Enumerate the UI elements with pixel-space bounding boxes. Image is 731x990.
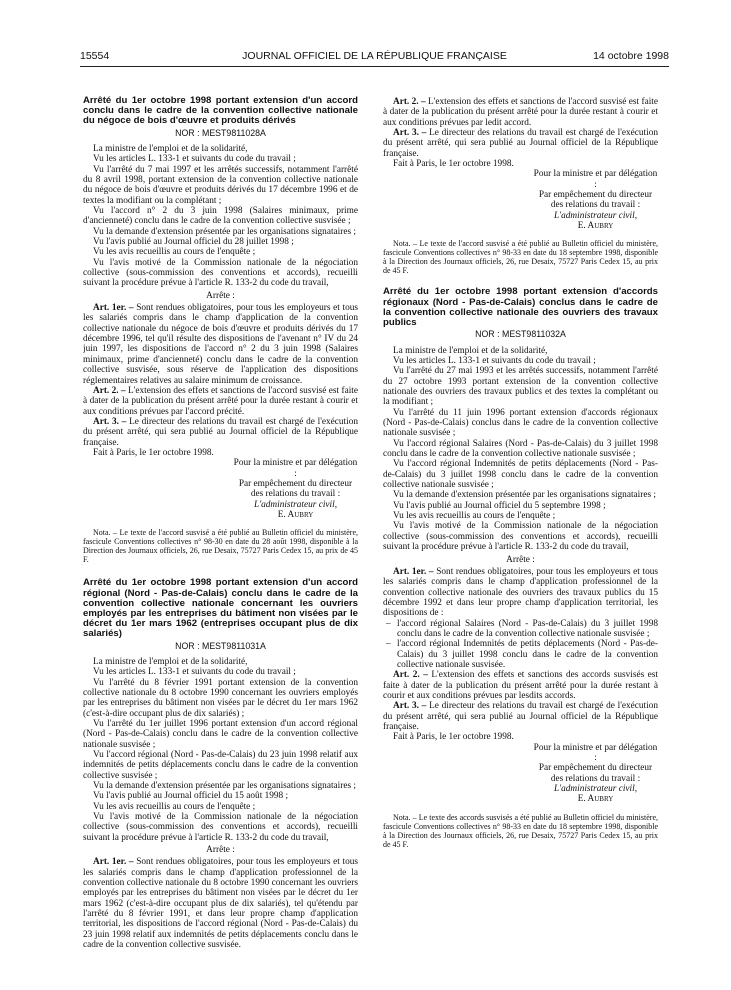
nota-note: Nota. – Le texte de l'accord susvisé a été publié au Bulletin officiel du ministère, fascicule Conventions collectives n° 98-30 en date du 28 août 1998, disponible à la Direction des Journaux officiels, 26, rue Desaix, 75727 Paris Cedex 15, au prix de 45 F.: [83, 528, 358, 565]
paragraph: Vu les articles L. 133-1 et suivants du code du travail ;: [93, 154, 296, 165]
signatory-name: E. Aubry: [277, 509, 314, 520]
paragraph: Vu l'arrêté du 27 mai 1993 et les arrêtés successifs, notamment l'arrêté du 27 octobre 1993 portant extension de la convention collective nationale des ouvriers des travaux publics et des textes la complétant ou la modifiant ;: [383, 366, 658, 408]
article-title: Arrêté du 1er octobre 1998 portant extension d'accords régionaux (Nord - Pas-de-Calais) conclus dans le cadre de la convention collective nationale des ouvriers des travaux publics: [383, 286, 658, 329]
article-body: Sont rendues obligatoires, pour tous les employeurs et tous les salariés compris dans le champ d'application professionnel de la convention collective nationale du 8 octobre 1990 concernant les ouvriers employés par les entreprises du bâtiment non visées par le décret du 1er mars 1962 (c'est-à-dire occupant plus de dix salariés), tel qu'étendu par l'arrêté du 8 février 1991, et dans leur propre champ d'application territorial, les dispositions de l'accord régional (Nord - Pas-de-Calais) du 23 juin 1998 relatif aux indemnités de petits déplacements conclu dans le cadre de la convention collective susvisée.: [83, 857, 358, 951]
paragraph: Vu l'avis motivé de la Commission nationale de la négociation collective (sous-commission des conventions et accords), recueilli suivant la procédure prévue à l'article R. 133-2 du code du travail,: [383, 521, 658, 553]
paragraph: Vu les avis recueillis au cours de l'enquête ;: [93, 801, 256, 812]
article-lead: Art. 2. –: [393, 97, 426, 107]
article-2-text: [383, 670, 658, 701]
article-1-text: [383, 567, 658, 619]
paragraph: Vu les articles L. 133-1 et suivants du code du travail ;: [93, 667, 296, 678]
article-2-continued: [383, 97, 658, 275]
paragraph: Vu l'accord n° 2 du 3 juin 1998 (Salaires minimaux, prime d'ancienneté) conclu dans le cadre de la convention collective susvisée ;: [83, 206, 358, 227]
article-separator: [83, 564, 358, 578]
article-lead: Art. 1er. –: [93, 857, 134, 868]
paragraph: Vu l'accord régional Salaires (Nord - Pas-de-Calais) du 3 juillet 1998 conclu dans le cadre de la convention collective nationale susvisée ;: [383, 438, 658, 460]
nota-note: Nota. – Le texte de l'accord susvisé a été publié au Bulletin officiel du ministère, fascicule Conventions collectives n° 98-33 en date du 18 septembre 1998, disponible à la Direction des Journaux officiels, 26, rue Desaix, 75727 Paris Cedex 15, au prix de 45 F.: [383, 239, 658, 276]
signature-line: des relations du travail :: [550, 200, 641, 211]
header-rule: [80, 66, 669, 67]
arrete-heading: Arrête :: [206, 845, 235, 856]
signature-line: Par empêchement du directeur: [538, 190, 653, 201]
article-1-text: [83, 857, 358, 950]
signature-line: Par empêchement du directeur: [238, 478, 353, 489]
signature-line: Pour la ministre et par délégation :: [533, 169, 658, 190]
article-3: [383, 287, 658, 848]
issue-date: 14 octobre 1998: [593, 50, 669, 62]
paragraph: Vu l'avis publié au Journal officiel du 28 juillet 1998 ;: [93, 237, 294, 248]
nor-reference: NOR : MEST9811032A: [475, 329, 566, 340]
article-1-text: [83, 303, 358, 386]
article-3-text: [83, 417, 358, 448]
paragraph: Vu la demande d'extension présentée par les organisations signataires ;: [93, 781, 356, 792]
signature-line: Pour la ministre et par délégation :: [233, 458, 358, 479]
paragraph: Vu l'avis publié au Journal officiel du 15 août 1998 ;: [93, 791, 289, 802]
paragraph: Vu l'avis motivé de la Commission nationale de la négociation collective (sous-commission des conventions et accords), recueilli suivant la procédure prévue à l'article R. 133-2 du code du travail,: [83, 812, 358, 843]
signature-line: Pour la ministre et par délégation :: [533, 742, 658, 764]
article-body: Sont rendues obligatoires, pour tous les employeurs et tous les salariés compris dans le champ d'application de la convention collective nationale du négoce de bois d'œuvre et produits dérivés du 17 décembre 1996, tel qu'il résulte des dispositions de l'avenant n° IV du 24 juin 1997, les dispositions de l'accord n° 2 du 3 juin 1998 (Salaires minimaux, prime d'ancienneté) conclu dans le cadre de la convention collective susvisée, sous réserve de l'application des dispositions réglementaires relatives au salaire minimum de croissance.: [83, 303, 358, 386]
signatory-name: E. Aubry: [577, 221, 614, 232]
signature-line: Par empêchement du directeur: [538, 763, 653, 774]
article-3-text: [383, 701, 658, 732]
article-title: Arrêté du 1er octobre 1998 portant extension d'un accord régional (Nord - Pas-de-Calais) conclu dans le cadre de la convention collective nationale concernant les ouvriers employés par les entreprises du bâtiment non visées par le décret du 1er mars 1962 (entreprises occupant plus de dix salariés): [83, 577, 358, 640]
paragraph: Vu l'avis publié au Journal officiel du 5 septembre 1998 ;: [393, 500, 606, 511]
paragraph: Vu l'accord régional Indemnités de petits déplacements (Nord - Pas-de-Calais) du 3 juillet 1998 conclu dans le cadre de la convention collective nationale susvisée ;: [383, 459, 658, 491]
article-body: Le directeur des relations du travail est chargé de l'exécution du présent arrêté, qui sera publié au Journal officiel de la République française.: [83, 416, 358, 448]
left-column: [83, 96, 358, 976]
paragraph: Vu les articles L. 133-1 et suivants du code du travail ;: [393, 355, 596, 366]
article-2: [83, 578, 358, 950]
article-body: L'extension des effets et sanctions de l'accord susvisé est faite à dater de la publication du présent arrêté pour la durée restant à courir et aux conditions prévues par l'accord précité.: [83, 385, 358, 417]
paragraph: Vu l'arrêté du 7 mai 1997 et les arrêtés successifs, notamment l'arrêté du 8 avril 1998, portant extension de la convention collective nationale du négoce de bois d'œuvre et produits dérivés du 17 décembre 1996 et de textes la modifiant ou la complétant ;: [83, 164, 358, 206]
signature-block: [533, 169, 658, 231]
paragraph: La ministre de l'emploi et de la solidarité,: [93, 143, 248, 154]
article-lead: Art. 2. –: [393, 670, 428, 681]
article-3-text: [383, 128, 658, 159]
signature-title: L'administrateur civil,: [253, 499, 338, 510]
paragraph: Vu la demande d'extension présentée par les organisations signataires ;: [93, 226, 356, 237]
nor-reference: NOR : MEST9811028A: [175, 127, 266, 138]
provisions-list: [383, 619, 658, 671]
signature-title: L'administrateur civil,: [553, 784, 638, 795]
article-lead: Art. 1er. –: [93, 303, 134, 314]
article-lead: Art. 3. –: [393, 128, 427, 139]
paragraph: Vu l'arrêté du 8 février 1991 portant extension de la convention collective nationale du 8 octobre 1990 concernant les ouvriers employés par les entreprises du bâtiment non visées par le décret du 1er mars 1962 (c'est-à-dire occupant plus de dix salariés) ;: [83, 677, 358, 719]
paragraph: Vu les avis recueillis au cours de l'enquête ;: [393, 511, 556, 522]
list-item: – l'accord régional Salaires (Nord - Pas-de-Calais) du 3 juillet 1998 conclu dans le cadre de la convention collective nationale susvisée ;: [397, 619, 658, 640]
fait-line: Fait à Paris, le 1er octobre 1998.: [393, 159, 514, 170]
article-lead: Art. 3. –: [393, 701, 427, 712]
paragraph: Vu la demande d'extension présentée par les organisations signataires ;: [393, 490, 656, 501]
nor-reference: NOR : MEST9811031A: [175, 640, 266, 651]
paragraph: Vu l'arrêté du 1er juillet 1996 portant extension d'un accord régional (Nord - Pas-de-Calais) conclu dans le cadre de la convention collective nationale susvisée ;: [83, 718, 358, 750]
fait-line: Fait à Paris, le 1er octobre 1998.: [93, 447, 214, 458]
article-lead: Art. 1er. –: [393, 566, 434, 577]
signature-line: des relations du travail :: [550, 773, 641, 784]
signature-block: [233, 458, 358, 520]
article-2-text: [83, 386, 358, 417]
nota-note: Nota. – Le texte des accords susvisés a été publié au Bulletin officiel du ministère, fascicule Conventions collectives n° 98-33 en date du 18 septembre 1998, disponible à la Direction des Journaux officiels, 26, rue Desaix, 75727 Paris Cedex 15, au prix de 45 F.: [383, 812, 658, 849]
paragraph: Vu l'accord régional (Nord - Pas-de-Calais) du 23 juin 1998 relatif aux indemnités de petits déplacements conclu dans le cadre de la convention collective susvisée ;: [83, 749, 358, 781]
article-body: L'extension des effets et sanctions des accords susvisés est faite à dater de la publication du présent arrêté pour la durée restant à courir et aux conditions prévues par lesdits accords.: [383, 670, 658, 701]
paragraph: La ministre de l'emploi et de la solidarité,: [93, 656, 248, 667]
paragraph: Vu l'avis motivé de la Commission nationale de la négociation collective (sous-commission des conventions et accords), recueilli suivant la procédure prévue à l'article R. 133-2 du code du travail,: [83, 257, 358, 289]
signature-line: des relations du travail :: [250, 489, 341, 500]
signature-title: L'administrateur civil,: [553, 210, 638, 221]
list-item: – l'accord régional Indemnités de petits déplacements (Nord - Pas-de-Calais) du 3 juillet 1998 conclu dans le cadre de la convention collective nationale susvisée.: [397, 639, 658, 670]
paragraph: Vu les avis recueillis au cours de l'enquête ;: [93, 247, 256, 258]
article-body: Sont rendues obligatoires, pour tous les employeurs et tous les salariés compris dans le champ d'application professionnel de la convention collective nationale des ouvriers des travaux publics du 15 décembre 1992 et dans leur propre champ d'application territorial, les dispositions de :: [383, 566, 658, 619]
article-body: L'extension des effets et sanctions de l'accord susvisé est faite à dater de la publication du présent arrêté pour la durée restant à courir et aux conditions prévues par ledit accord.: [383, 97, 658, 128]
article-2-text: [383, 97, 658, 128]
article-body: Le directeur des relations du travail est chargé de l'exécution du présent arrêté, qui sera publié au Journal officiel de la République française.: [383, 128, 658, 159]
article-title: Arrêté du 1er octobre 1998 portant extension d'un accord conclu dans le cadre de la convention collective nationale du négoce de bois d'œuvre et produits dérivés: [83, 96, 358, 127]
arrete-heading: Arrête :: [206, 290, 235, 301]
right-column: [383, 97, 658, 977]
article-lead: Art. 2. –: [93, 385, 126, 396]
paragraph: Vu l'arrêté du 11 juin 1996 portant extension d'accords régionaux (Nord - Pas-de-Calais) conclus dans le cadre de la convention collective nationale susvisée ;: [383, 407, 658, 439]
page-header: [80, 50, 669, 66]
article-body: Le directeur des relations du travail est chargé de l'exécution du présent arrêté, qui sera publié au Journal officiel de la République française.: [383, 701, 658, 732]
article-1: [83, 96, 358, 564]
page-number: 15554: [80, 50, 110, 62]
journal-title: JOURNAL OFFICIEL DE LA RÉPUBLIQUE FRANÇAISE: [242, 50, 507, 62]
arrete-heading: Arrête :: [506, 554, 535, 565]
article-lead: Art. 3. –: [93, 416, 127, 427]
paragraph: La ministre de l'emploi et de la solidarité,: [393, 345, 548, 356]
fait-line: Fait à Paris, le 1er octobre 1998.: [393, 732, 514, 743]
signature-block: [533, 743, 658, 805]
signatory-name: E. Aubry: [577, 794, 614, 805]
